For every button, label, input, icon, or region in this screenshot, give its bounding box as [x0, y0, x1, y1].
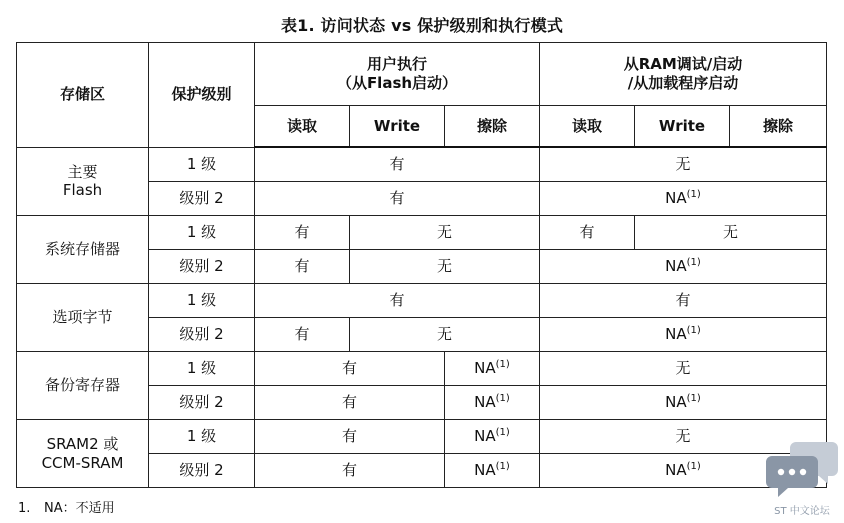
- forum-watermark: [764, 438, 840, 518]
- footnote-ref: (1): [495, 393, 510, 405]
- debug-access-cell: 无: [540, 352, 827, 386]
- user-write-erase-cell: 无: [350, 216, 540, 250]
- user-erase-cell: [445, 352, 540, 386]
- header-user-read: 读取: [255, 106, 350, 148]
- level-cell: 1 级: [149, 147, 255, 182]
- user-read-write-cell: 有: [255, 420, 445, 454]
- header-debug-mode: [540, 43, 827, 106]
- footnote-ref: (1): [686, 393, 701, 405]
- area-name-line1: 主要: [67, 162, 98, 181]
- level-cell: 级别 2: [149, 318, 255, 352]
- na-text: NA: [474, 427, 496, 446]
- debug-access-cell: [540, 386, 827, 420]
- table-row: [17, 284, 827, 318]
- header-debug-mode-line1: 从RAM调试/启动: [623, 55, 743, 74]
- header-row-1: [17, 43, 827, 106]
- na-text: NA: [474, 461, 496, 480]
- debug-write-erase-cell: 无: [635, 216, 827, 250]
- footnote-ref: (1): [686, 257, 701, 269]
- user-access-cell: 有: [255, 182, 540, 216]
- area-name-line1: SRAM2 或: [46, 434, 119, 453]
- level-cell: 1 级: [149, 284, 255, 318]
- na-text: NA: [665, 257, 687, 276]
- user-erase-cell: [445, 454, 540, 488]
- user-read-write-cell: 有: [255, 352, 445, 386]
- user-write-erase-cell: 无: [350, 318, 540, 352]
- footnote-number: 1.: [18, 501, 31, 516]
- user-access-cell: 有: [255, 284, 540, 318]
- area-name-line2: Flash: [62, 181, 103, 200]
- table-row: [17, 147, 827, 182]
- area-system-memory: 系统存储器: [17, 216, 149, 284]
- header-user-mode-line1: 用户执行: [366, 55, 427, 74]
- footnote-text: NA：不适用: [44, 501, 115, 516]
- header-user-erase: 擦除: [445, 106, 540, 148]
- header-debug-read: 读取: [540, 106, 635, 148]
- area-sram2: [17, 420, 149, 488]
- user-read-write-cell: 有: [255, 454, 445, 488]
- level-cell: 1 级: [149, 352, 255, 386]
- area-backup-registers: 备份寄存器: [17, 352, 149, 420]
- table-row: [17, 352, 827, 386]
- debug-access-cell: [540, 250, 827, 284]
- debug-access-cell: 无: [540, 420, 827, 454]
- level-cell: 1 级: [149, 420, 255, 454]
- header-area: 存储区: [17, 43, 149, 148]
- footnote-ref: (1): [495, 359, 510, 371]
- na-text: NA: [665, 393, 687, 412]
- header-user-mode-line2: （从Flash启动）: [336, 74, 458, 92]
- debug-access-cell: [540, 182, 827, 216]
- level-cell: 级别 2: [149, 454, 255, 488]
- footnote-ref: (1): [686, 189, 701, 201]
- user-access-cell: 有: [255, 147, 540, 182]
- na-text: NA: [474, 359, 496, 378]
- header-user-write: Write: [350, 106, 445, 148]
- area-option-bytes: 选项字节: [17, 284, 149, 352]
- user-read-write-cell: 有: [255, 386, 445, 420]
- footnote-ref: (1): [495, 427, 510, 439]
- footnote-ref: (1): [686, 461, 701, 473]
- watermark-text: ST 中文论坛: [774, 506, 830, 517]
- debug-read-cell: 有: [540, 216, 635, 250]
- footnote-ref: (1): [495, 461, 510, 473]
- footnote-ref: (1): [686, 325, 701, 337]
- debug-access-cell: 无: [540, 147, 827, 182]
- na-text: NA: [474, 393, 496, 412]
- na-text: NA: [665, 461, 687, 480]
- area-main-flash: [17, 147, 149, 216]
- debug-access-cell: 有: [540, 284, 827, 318]
- header-debug-erase: 擦除: [730, 106, 827, 148]
- user-erase-cell: [445, 420, 540, 454]
- debug-access-cell: [540, 318, 827, 352]
- header-debug-mode-line2: /从加载程序启动: [627, 74, 739, 92]
- user-read-cell: 有: [255, 250, 350, 284]
- user-write-erase-cell: 无: [350, 250, 540, 284]
- level-cell: 级别 2: [149, 250, 255, 284]
- user-read-cell: 有: [255, 318, 350, 352]
- header-debug-write: Write: [635, 106, 730, 148]
- footnote: [18, 497, 115, 516]
- header-level: 保护级别: [149, 43, 255, 148]
- na-text: NA: [665, 325, 687, 344]
- level-cell: 1 级: [149, 216, 255, 250]
- chat-bubbles-icon: [764, 438, 840, 500]
- header-user-mode: [255, 43, 540, 106]
- user-erase-cell: [445, 386, 540, 420]
- level-cell: 级别 2: [149, 386, 255, 420]
- area-name-line2: CCM-SRAM: [41, 453, 124, 472]
- level-cell: 级别 2: [149, 182, 255, 216]
- table-row: [17, 216, 827, 250]
- access-status-table: [16, 42, 827, 488]
- table-row: [17, 420, 827, 454]
- table-title: 表1. 访问状态 vs 保护级别和执行模式: [280, 16, 564, 35]
- user-read-cell: 有: [255, 216, 350, 250]
- na-text: NA: [665, 189, 687, 208]
